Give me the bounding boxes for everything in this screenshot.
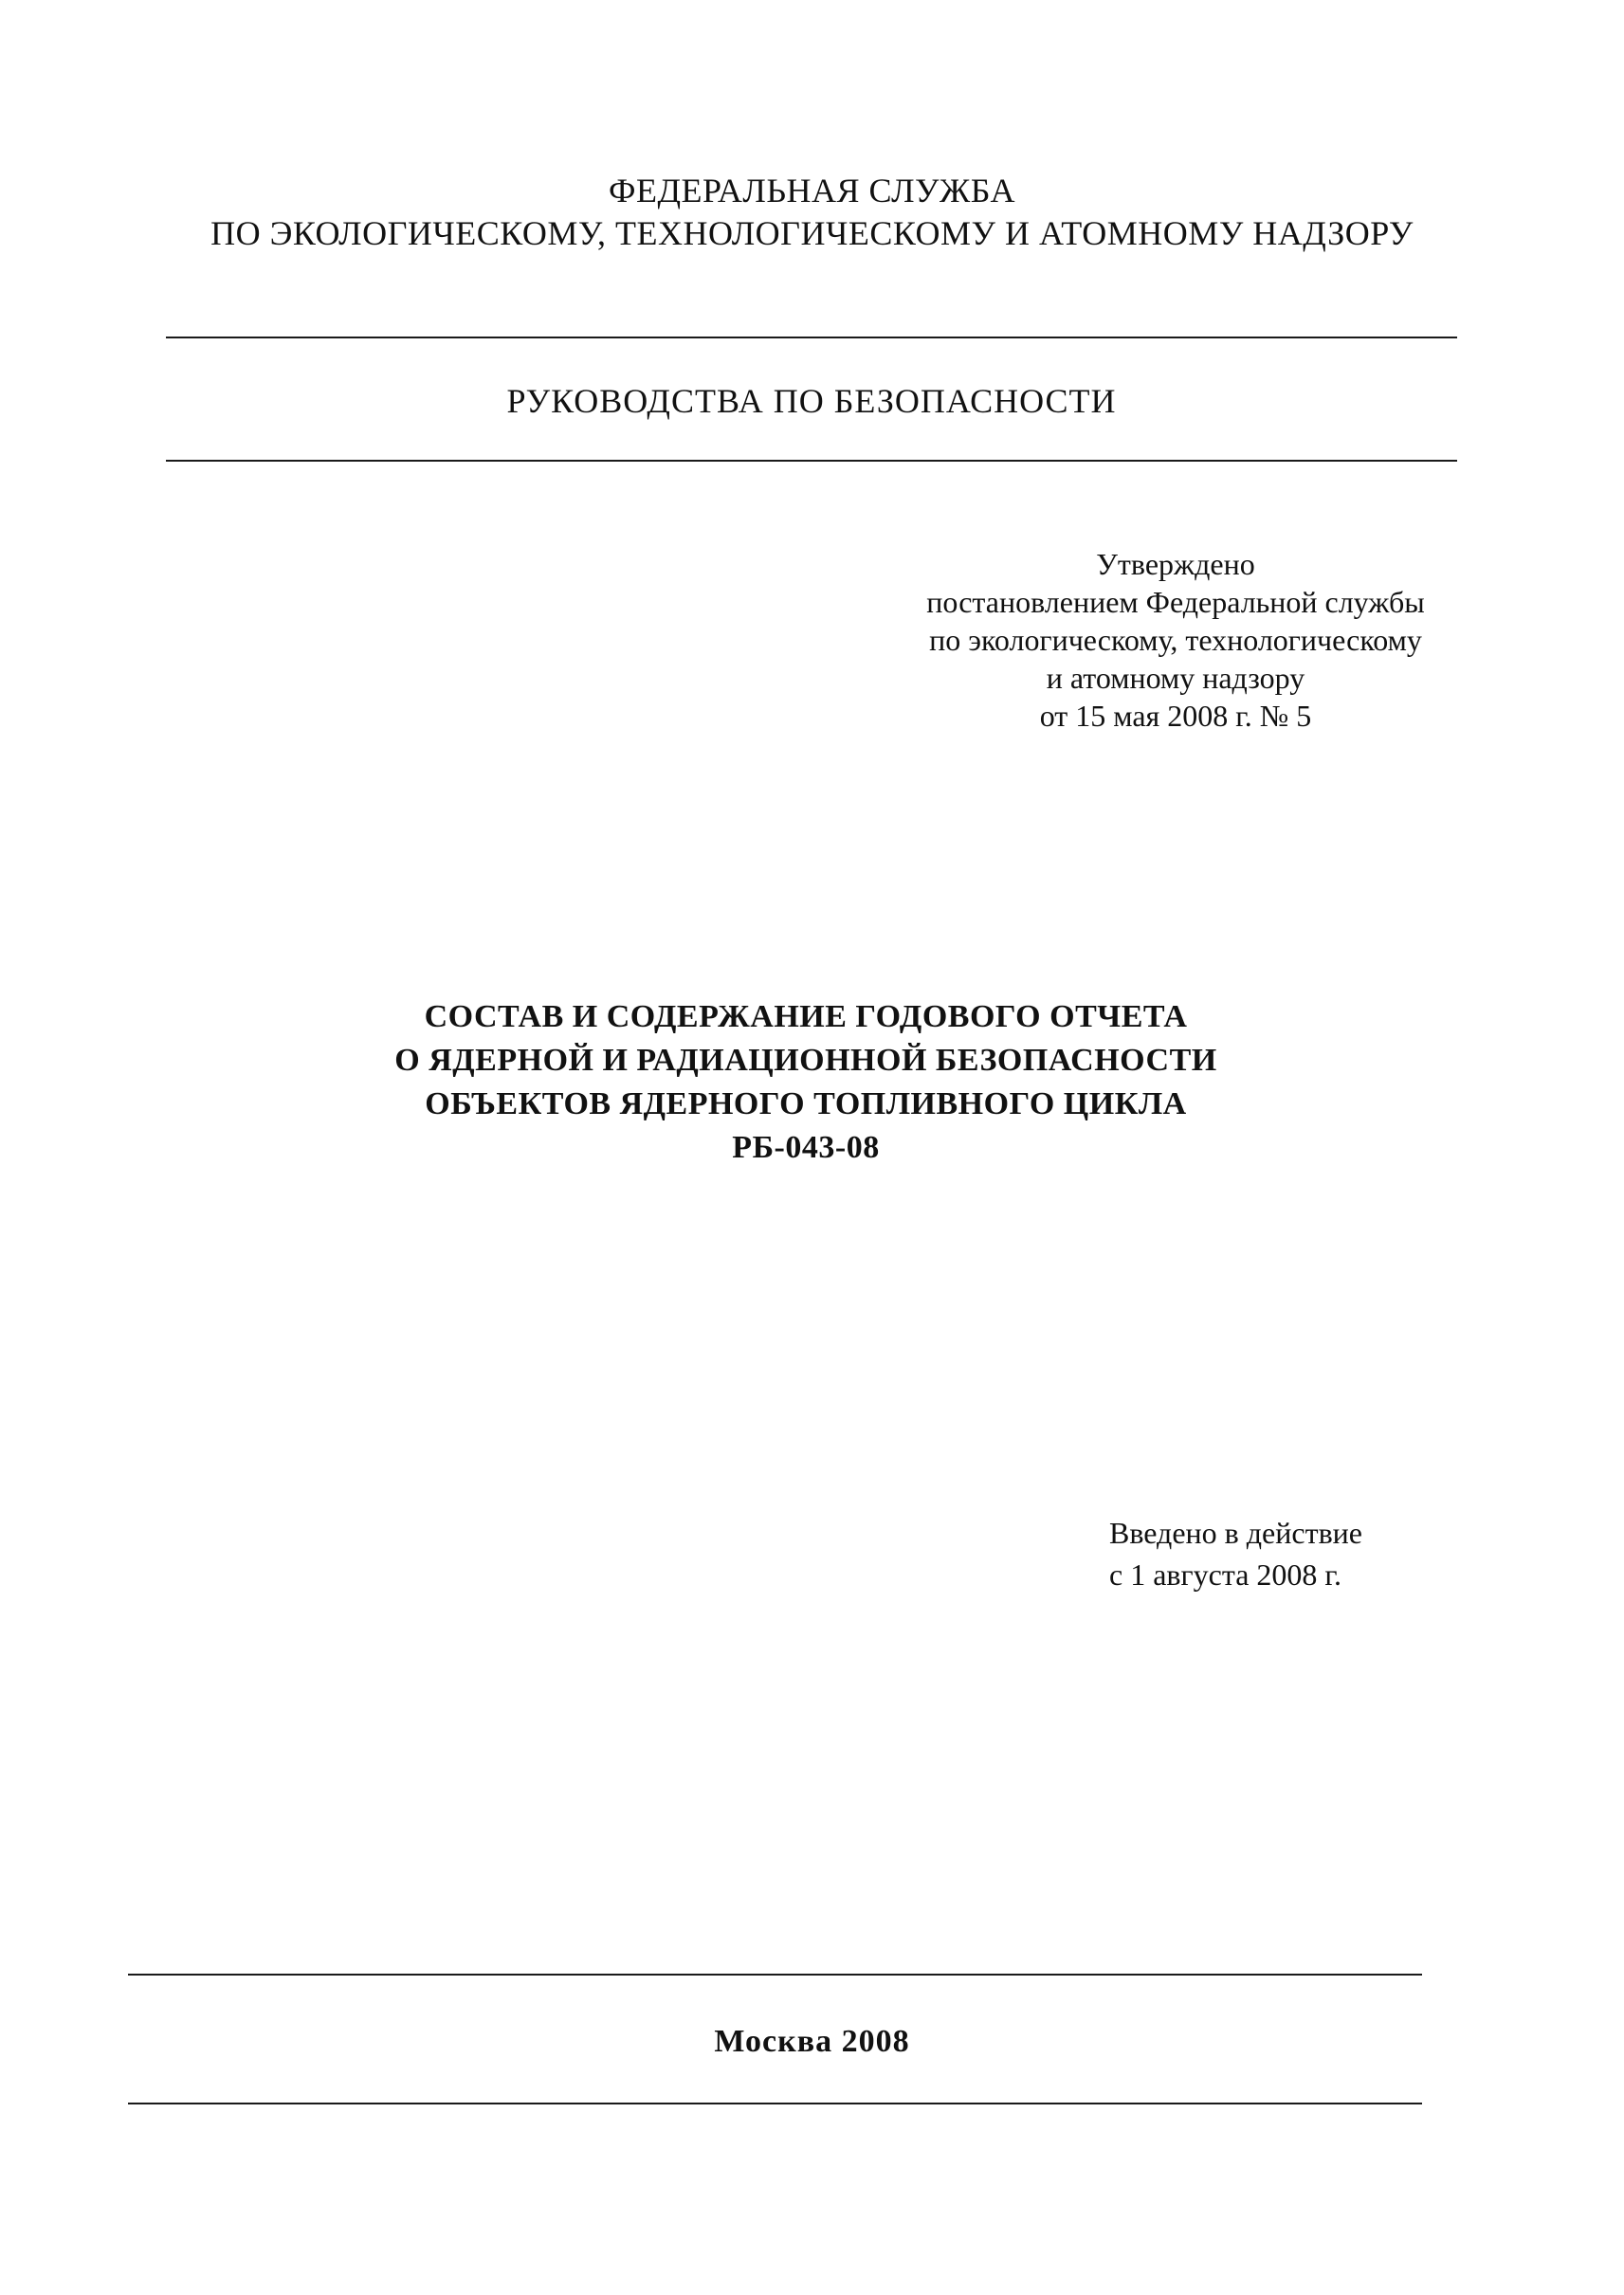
bottom-rule-lower — [128, 2103, 1422, 2104]
top-rule-lower — [166, 460, 1457, 462]
place-and-year: Москва 2008 — [714, 2024, 910, 2059]
bottom-rule-upper — [128, 1974, 1422, 1976]
approval-line5: от 15 мая 2008 г. № 5 — [1039, 699, 1312, 733]
document-code: РБ-043-08 — [732, 1130, 880, 1165]
effective-date-block — [1109, 1512, 1545, 1595]
effective-line2: с 1 августа 2008 г. — [1109, 1557, 1341, 1592]
series-heading: РУКОВОДСТВА ПО БЕЗОПАСНОСТИ — [506, 382, 1117, 420]
agency-name-line1: ФЕДЕРАЛЬНАЯ СЛУЖБА — [609, 172, 1015, 209]
approval-line1: Утверждено — [1096, 547, 1255, 581]
approval-block — [834, 545, 1517, 735]
title-line3: ОБЪЕКТОВ ЯДЕРНОГО ТОПЛИВНОГО ЦИКЛА — [425, 1086, 1187, 1121]
top-rule-upper — [166, 337, 1457, 338]
approval-line4: и атомному надзору — [1046, 661, 1305, 695]
approval-line3: по экологическому, технологическому — [929, 623, 1422, 657]
approval-line2: постановлением Федеральной службы — [926, 585, 1425, 619]
agency-name-line2: ПО ЭКОЛОГИЧЕСКОМУ, ТЕХНОЛОГИЧЕСКОМУ И АТОМНОМУ НАДЗОРУ — [210, 214, 1414, 252]
effective-line1: Введено в действие — [1109, 1516, 1362, 1550]
document-title — [246, 995, 1365, 1170]
title-line2: О ЯДЕРНОЙ И РАДИАЦИОННОЙ БЕЗОПАСНОСТИ — [394, 1043, 1217, 1078]
title-line1: СОСТАВ И СОДЕРЖАНИЕ ГОДОВОГО ОТЧЕТА — [424, 999, 1188, 1034]
